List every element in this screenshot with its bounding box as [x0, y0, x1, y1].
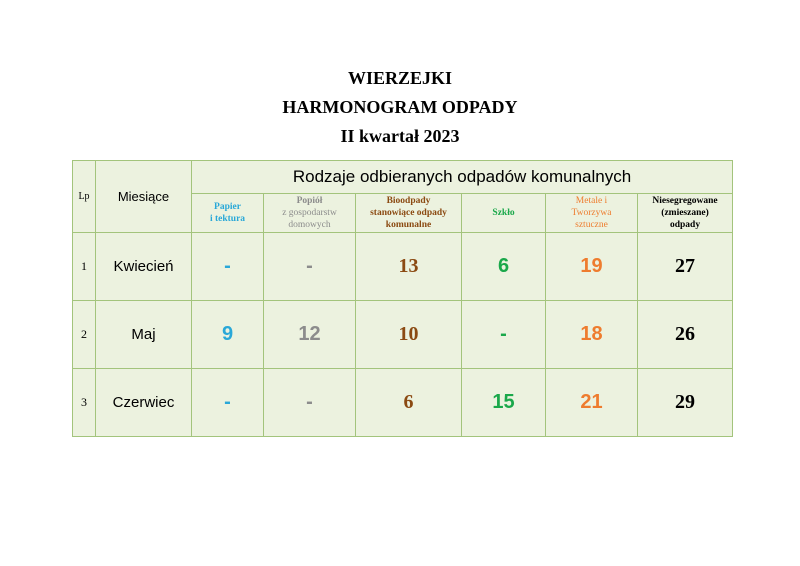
value-mixed: 29 [638, 369, 733, 437]
month-header: Miesiące [96, 161, 192, 233]
location-title: WIERZEJKI [347, 68, 453, 88]
value-metal: 18 [546, 301, 638, 369]
category-label: Niesegregowane [652, 196, 718, 206]
row-number: 1 [73, 233, 96, 301]
period-title: II kwartał 2023 [340, 126, 460, 146]
category-label: Popiół [296, 196, 323, 206]
value-popiol: - [264, 233, 356, 301]
category-label: stanowiące odpady [370, 208, 447, 218]
value-bio: 10 [356, 301, 462, 369]
category-label: z gospodarstw [282, 208, 337, 218]
category-label: Bioodpady [386, 196, 431, 206]
value-szklo: 15 [462, 369, 546, 437]
value-bio: 6 [356, 369, 462, 437]
lp-header: Lp [73, 161, 96, 233]
category-label: komunalne [385, 220, 432, 230]
value-papier: - [192, 233, 264, 301]
value-papier: 9 [192, 301, 264, 369]
category-label: Papier [214, 202, 241, 212]
table-row [73, 369, 733, 437]
category-label: Szkło [492, 208, 515, 218]
value-popiol: 12 [264, 301, 356, 369]
category-papier [192, 194, 264, 233]
category-label: (zmieszane) [661, 208, 709, 218]
value-szklo: - [462, 301, 546, 369]
category-label: Tworzywa [571, 208, 612, 218]
row-number: 3 [73, 369, 96, 437]
value-szklo: 6 [462, 233, 546, 301]
value-metal: 21 [546, 369, 638, 437]
table-row [73, 233, 733, 301]
value-metal: 19 [546, 233, 638, 301]
category-label: Metale i [575, 196, 608, 206]
category-szklo [462, 194, 546, 233]
category-bio [356, 194, 462, 233]
schedule-table [72, 160, 733, 437]
category-label: i tektura [209, 214, 246, 224]
category-metal [546, 194, 638, 233]
month-name: Kwiecień [96, 233, 192, 301]
category-label: domowych [288, 220, 331, 230]
category-mixed [638, 194, 733, 233]
table-row [73, 301, 733, 369]
month-name: Czerwiec [96, 369, 192, 437]
category-popiol [264, 194, 356, 233]
value-mixed: 26 [638, 301, 733, 369]
category-label: odpady [669, 220, 701, 230]
value-popiol: - [264, 369, 356, 437]
value-papier: - [192, 369, 264, 437]
month-name: Maj [96, 301, 192, 369]
row-number: 2 [73, 301, 96, 369]
value-bio: 13 [356, 233, 462, 301]
document-header [0, 64, 800, 151]
waste-types-header: Rodzaje odbieranych odpadów komunalnych [192, 161, 733, 194]
schedule-title: HARMONOGRAM ODPADY [282, 97, 518, 117]
value-mixed: 27 [638, 233, 733, 301]
category-label: sztuczne [575, 220, 608, 230]
